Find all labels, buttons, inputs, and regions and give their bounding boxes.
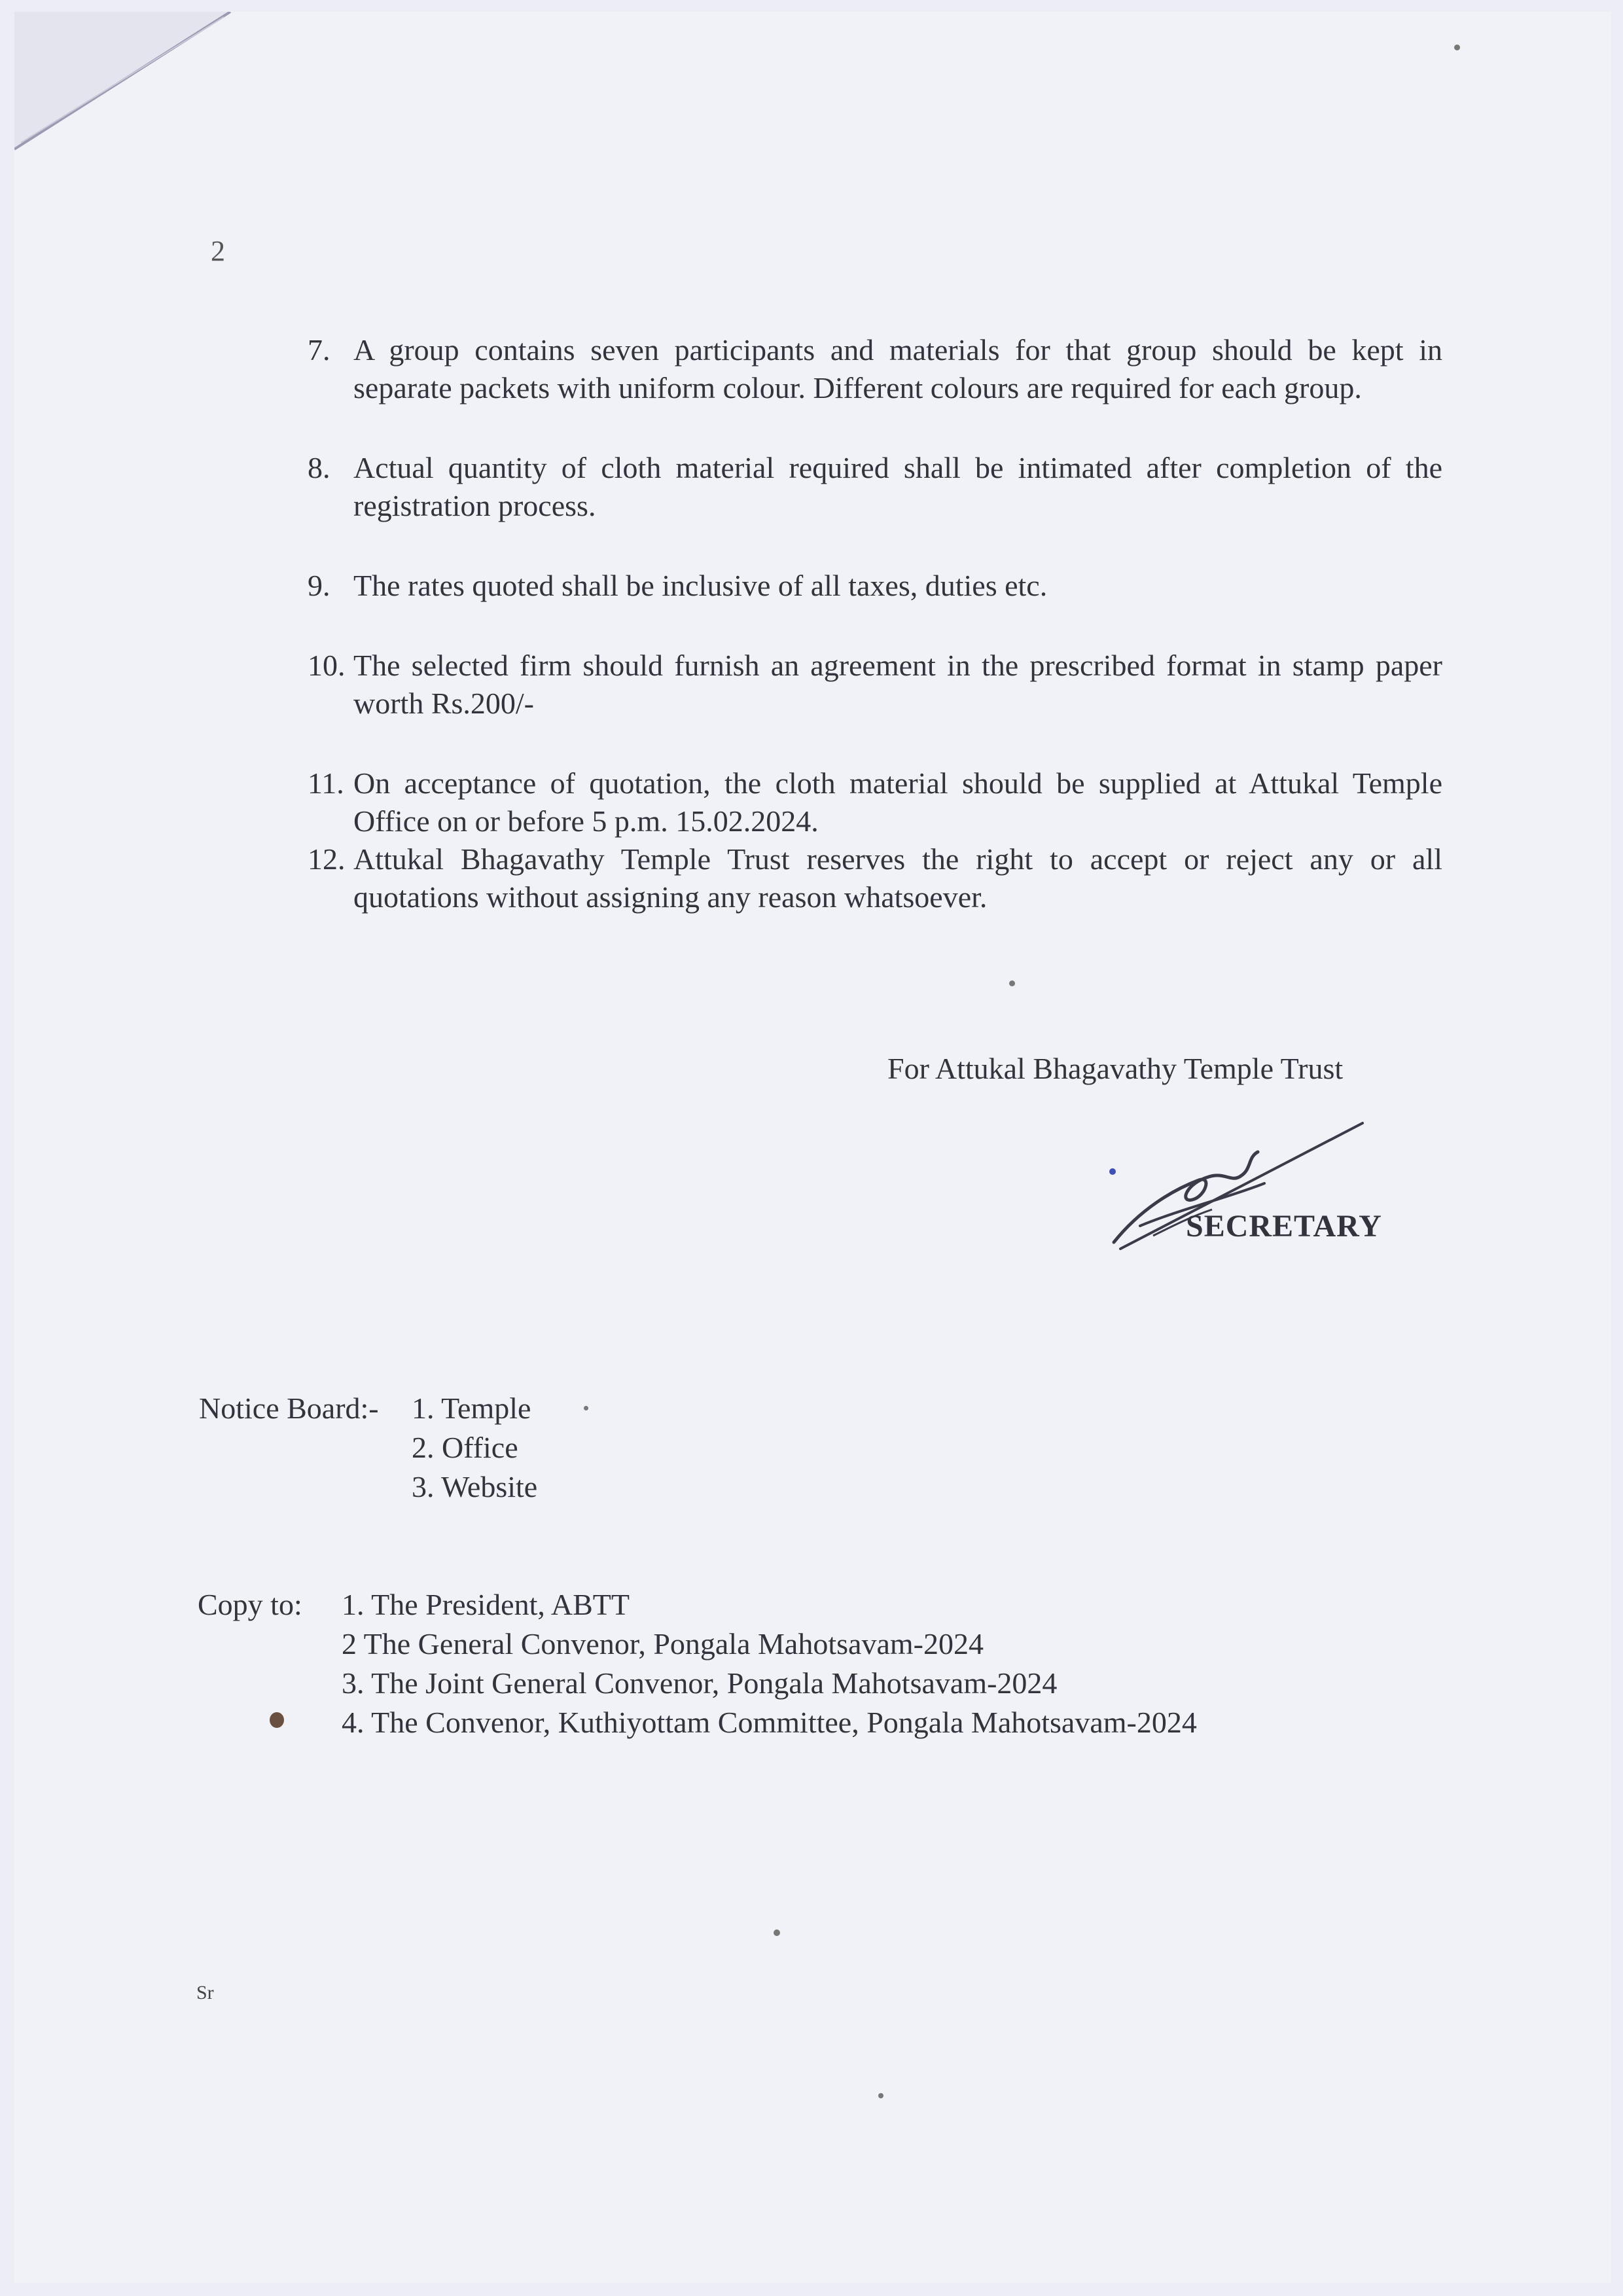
- folded-corner-icon: [14, 12, 250, 182]
- copy-to-item: 4. The Convenor, Kuthiyottam Committee, Pongala Mahotsavam-2024: [342, 1706, 1197, 1739]
- term-number: 8.: [308, 451, 330, 484]
- term-number: 10.: [308, 649, 346, 682]
- ink-speck: [774, 1929, 780, 1936]
- term-item: [308, 840, 1442, 916]
- term-item: [308, 449, 1442, 525]
- signatory-title: SECRETARY: [1186, 1209, 1382, 1244]
- notice-board-item: 3. Website: [412, 1470, 538, 1503]
- term-number: 9.: [308, 569, 330, 602]
- term-item: [308, 647, 1442, 723]
- term-text: Attukal Bhagavathy Temple Trust reserves the right to accept or reject any or all quotations without assigning any reason whatsoever.: [353, 842, 1442, 914]
- document-page: [14, 12, 1611, 2283]
- copy-to-item: 3. The Joint General Convenor, Pongala Mahotsavam-2024: [342, 1666, 1058, 1700]
- term-item: [308, 331, 1442, 407]
- copy-to-item: 2 The General Convenor, Pongala Mahotsavam-2024: [342, 1627, 984, 1660]
- term-number: 7.: [308, 333, 330, 367]
- ink-speck: [1009, 980, 1015, 986]
- term-text: Actual quantity of cloth material required shall be intimated after completion of the registration process.: [353, 451, 1442, 522]
- term-item: [308, 764, 1442, 840]
- term-text: A group contains seven participants and materials for that group should be kept in separate packets with uniform colour. Different colours are required for each group.: [353, 333, 1442, 404]
- term-item: [308, 567, 1442, 605]
- footer-initials: Sr: [196, 1982, 214, 2003]
- notice-board-block: [199, 1389, 537, 1507]
- notice-board-label: Notice Board:-: [199, 1391, 379, 1425]
- ink-speck: [584, 1406, 588, 1410]
- notice-board-item: 2. Office: [412, 1431, 518, 1464]
- term-number: 11.: [308, 766, 344, 800]
- copy-to-label: Copy to:: [198, 1588, 302, 1621]
- copy-to-item: 1. The President, ABTT: [342, 1588, 630, 1621]
- term-text: The selected firm should furnish an agreement in the prescribed format in stamp paper worth Rs.200/-: [353, 649, 1442, 720]
- term-text: On acceptance of quotation, the cloth material should be supplied at Attukal Temple Office on or before 5 p.m. 15.02.2024.: [353, 766, 1442, 838]
- ink-speck: [1454, 45, 1460, 50]
- term-number: 12.: [308, 842, 346, 876]
- copy-to-block: [198, 1585, 1197, 1742]
- signatory-organisation: For Attukal Bhagavathy Temple Trust: [887, 1052, 1344, 1085]
- term-text: The rates quoted shall be inclusive of all taxes, duties etc.: [353, 569, 1048, 602]
- ink-speck: [270, 1712, 284, 1728]
- ink-speck: [878, 2093, 883, 2098]
- notice-board-item: 1. Temple: [412, 1391, 531, 1425]
- terms-list: [308, 331, 1442, 916]
- page-number: 2: [211, 235, 225, 267]
